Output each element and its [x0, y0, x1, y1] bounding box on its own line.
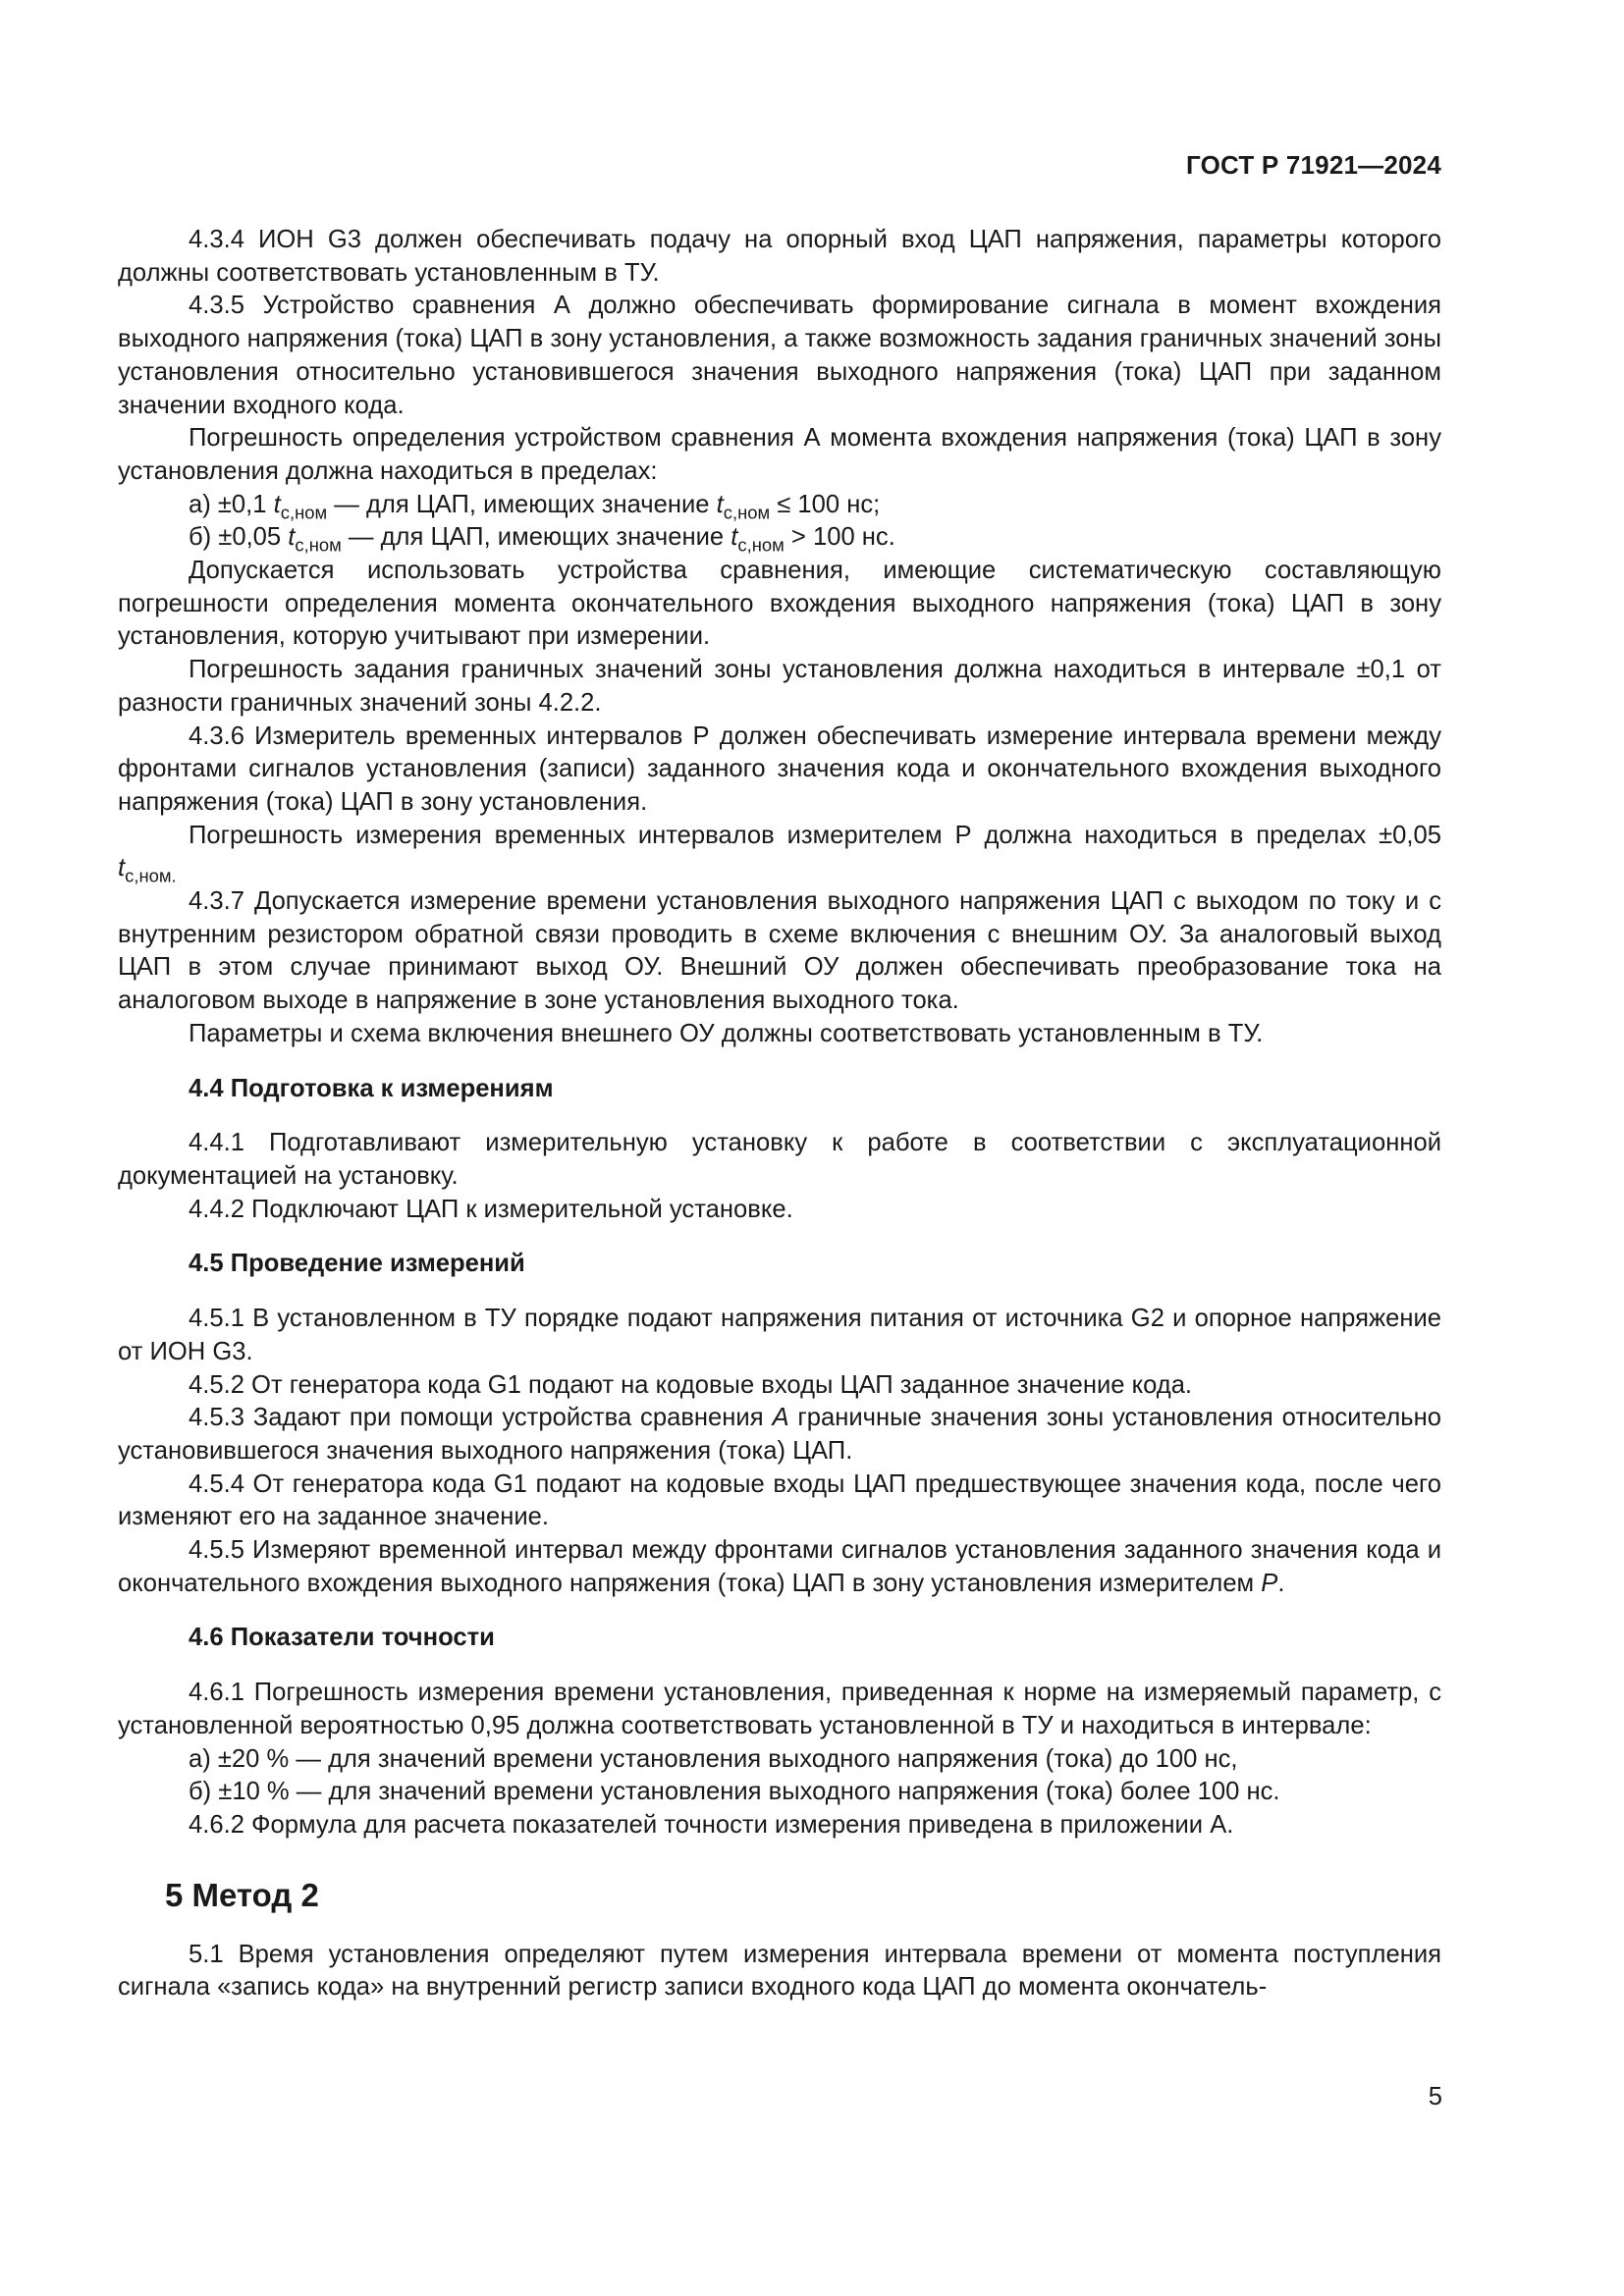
paragraph-4-5-5: 4.5.5 Измеряют временной интервал между фронтами сигналов установления заданного значения кода и окончательного вхождения выходного напряжения (тока) ЦАП в зону установления измерителем Р. — [118, 1536, 1441, 1597]
paragraph-4-3-6: 4.3.6 Измеритель временных интервалов Р должен обеспечивать измерение интервала времени между фронтами сигналов установления (записи) заданного значения кода и окончательного вхождения выходного напряжения (тока) ЦАП в зону установления. — [118, 721, 1441, 816]
page-number: 5 — [1428, 2083, 1442, 2110]
chapter-heading-5: 5 Метод 2 — [165, 1876, 319, 1913]
paragraph-4-6-1: 4.6.1 Погрешность измерения времени установления, приведенная к норме на измеряемый параметр, с установленной вероятностью 0,95 должна соответствовать установленной в ТУ и находиться в интервале: — [118, 1679, 1441, 1739]
paragraph-4-4-2: 4.4.2 Подключают ЦАП к измерительной установке. — [189, 1195, 793, 1223]
paragraph-4-5-3: 4.5.3 Задают при помощи устройства сравнения А граничные значения зоны установления относительно установившегося значения выходного напряжения (тока) ЦАП. — [118, 1404, 1441, 1465]
paragraph-4-6-2: 4.6.2 Формула для расчета показателей точности измерения приведена в приложении А. — [189, 1810, 1234, 1839]
list-item-a: а) ±0,1 $t_{c,ном}$ — для ЦАП, имеющих значение $t_{c,ном} \le 100$ нс; — [189, 490, 881, 523]
paragraph-4-3-4: 4.3.4 ИОН G3 должен обеспечивать подачу на опорный вход ЦАП напряжения, параметры которого должны соответствовать установленным в ТУ. — [118, 226, 1441, 287]
document-body — [118, 224, 1441, 2004]
paragraph-comparator-error: Погрешность определения устройством сравнения А момента вхождения напряжения (тока) ЦАП в зону установления должна находиться в пределах: — [118, 424, 1441, 485]
paragraph-measurement-error: Погрешность измерения временных интервалов измерителем Р должна находиться в пределах ±0,05 $t_{c,ном.}$ — [118, 821, 1441, 886]
paragraph-boundary-error: Погрешность задания граничных значений зоны установления должна находиться в интервале ±0,1 от разности граничных значений зоны 4.2.2. — [118, 656, 1441, 717]
paragraph-5-1: 5.1 Время установления определяют путем измерения интервала времени от момента поступления сигнала «запись кода» на внутренний регистр записи входного кода ЦАП до момента окончатель- — [118, 1940, 1441, 2002]
paragraph-external-opamp: Параметры и схема включения внешнего ОУ должны соответствовать установленным в ТУ. — [189, 1019, 1264, 1047]
list-item-4-6-1-a: а) ±20 % — для значений времени установления выходного напряжения (тока) до 100 нс, — [189, 1744, 1238, 1773]
paragraph-4-4-1: 4.4.1 Подготавливают измерительную установку к работе в соответствии с эксплуатационной документацией на установку. — [118, 1129, 1441, 1190]
paragraph-4-5-2: 4.5.2 От генератора кода G1 подают на кодовые входы ЦАП заданное значение кода. — [189, 1370, 1193, 1399]
list-item-b: б) ±0,05 $t_{c,ном}$ — для ЦАП, имеющих значение $t_{c,ном} > 100$ нс. — [189, 523, 895, 556]
section-heading-4-5: 4.5 Проведение измерений — [189, 1250, 525, 1278]
paragraph-4-5-4: 4.5.4 От генератора кода G1 подают на кодовые входы ЦАП предшествующее значения кода, после чего изменяют его на заданное значение. — [118, 1469, 1441, 1531]
paragraph-4-3-5: 4.3.5 Устройство сравнения А должно обеспечивать формирование сигнала в момент вхождения выходного напряжения (тока) ЦАП в зону установления, а также возможность задания граничных значений зоны установления относительно установившегося значения выходного напряжения (тока) ЦАП при заданном значении входного кода. — [118, 292, 1441, 419]
list-item-4-6-1-b: б) ±10 % — для значений времени установления выходного напряжения (тока) более 100 нс. — [189, 1778, 1280, 1806]
section-heading-4-6: 4.6 Показатели точности — [189, 1624, 495, 1652]
paragraph-4-5-1: 4.5.1 В установленном в ТУ порядке подают напряжения питания от источника G2 и опорное напряжение от ИОН G3. — [118, 1305, 1441, 1365]
paragraph-allowance: Допускается использовать устройства сравнения, имеющие систематическую составляющую погрешности определения момента окончательного вхождения выходного напряжения (тока) ЦАП в зону установления, которую учитывают при измерении. — [118, 557, 1441, 651]
section-heading-4-4: 4.4 Подготовка к измерениям — [189, 1074, 554, 1102]
document-id-header: ГОСТ Р 71921—2024 — [1186, 150, 1441, 180]
paragraph-4-3-7: 4.3.7 Допускается измерение времени установления выходного напряжения ЦАП с выходом по току и с внутренним резистором обратной связи проводить в схеме включения с внешним ОУ. За аналоговый выход ЦАП в этом случае принимают выход ОУ. Внешний ОУ должен обеспечивать преобразование тока на аналоговом выходе в напряжение в зоне установления выходного тока. — [118, 887, 1441, 1015]
